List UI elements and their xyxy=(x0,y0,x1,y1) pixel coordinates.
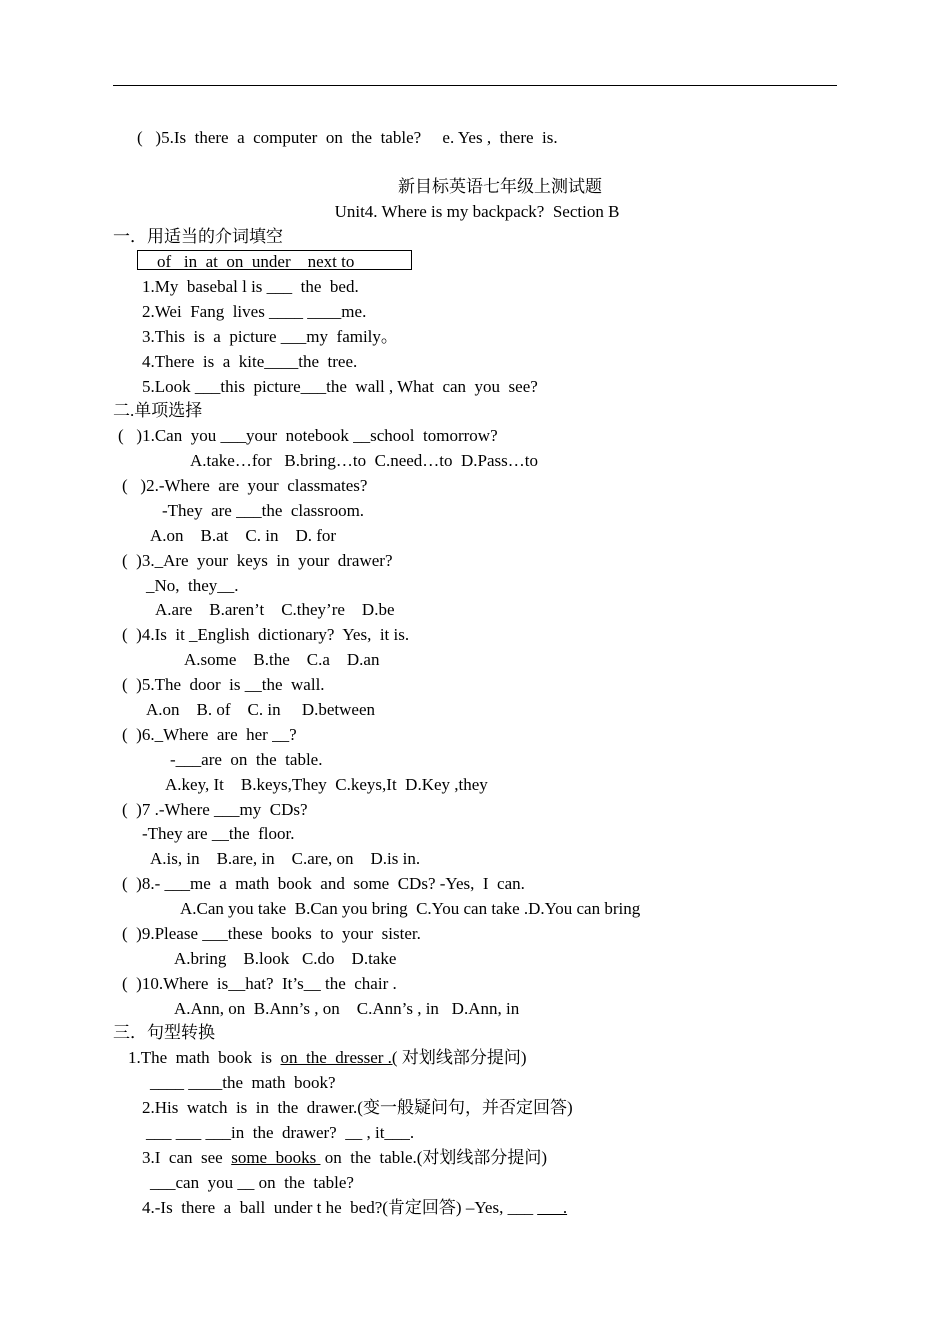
s2-line-8: A.are B.aren’t C.they’re D.be xyxy=(155,600,395,619)
s2-line-16: ( )7 .-Where ___my CDs? xyxy=(122,800,308,819)
s3-q3-pre: 3.I can see xyxy=(142,1148,232,1167)
s3-q2: 2.His watch is in the drawer.(变一般疑问句，并否定回答) xyxy=(142,1098,573,1117)
word-box-text: of in at on under next to xyxy=(157,252,355,271)
header-rule xyxy=(113,85,837,86)
s3-q1-pre: 1.The math book is xyxy=(128,1048,281,1067)
s3-q1-underlined: on the dresser .( xyxy=(280,1048,398,1067)
s2-line-2: A.take…for B.bring…to C.need…to D.Pass…to xyxy=(190,451,538,470)
s2-line-9: ( )4.Is it _English dictionary? Yes, it is. xyxy=(122,625,410,644)
s3-q4-underlined: ___. xyxy=(537,1198,568,1217)
s3-q4 xyxy=(142,1198,567,1218)
s3-q3-underlined: some books xyxy=(231,1148,321,1167)
s2-line-18: A.is, in B.are, in C.are, on D.is in. xyxy=(150,849,421,868)
s2-line-17: -They are __the floor. xyxy=(142,824,295,843)
s1-line-5: 5.Look ___this picture___the wall , What can you see? xyxy=(142,377,538,396)
s1-line-1: 1.My basebal l is ___ the bed. xyxy=(142,277,359,296)
s2-line-24: A.Ann, on B.Ann’s , on C.Ann’s , in D.Ann, in xyxy=(174,999,520,1018)
s2-line-10: A.some B.the C.a D.an xyxy=(184,650,380,669)
s2-line-22: A.bring B.look C.do D.take xyxy=(174,949,397,968)
s3-q3-post: on the table.(对划线部分提问) xyxy=(320,1148,548,1167)
s2-line-14: -___are on the table. xyxy=(170,750,323,769)
s2-line-21: ( )9.Please ___these books to your sister. xyxy=(122,924,421,943)
page-subtitle: Unit4. Where is my backpack? Section B xyxy=(334,202,620,221)
s3-q3-answer: ___can you __ on the table? xyxy=(150,1173,354,1192)
s1-line-3: 3.This is a picture ___my family。 xyxy=(142,327,398,346)
s2-line-7: _No, they__. xyxy=(146,576,239,595)
page-title: 新目标英语七年级上测试题 xyxy=(398,177,602,196)
s2-line-13: ( )6._Where are her __? xyxy=(122,725,297,744)
s3-q2-answer: ___ ___ ___in the drawer? __ , it___. xyxy=(146,1123,415,1142)
s3-q1-post: 对划线部分提问) xyxy=(397,1048,527,1067)
s1-line-4: 4.There is a kite____the tree. xyxy=(142,352,358,371)
section1-heading: 一．用适当的介词填空 xyxy=(113,227,283,246)
s3-q3 xyxy=(142,1148,547,1168)
s2-line-11: ( )5.The door is __the wall. xyxy=(122,675,325,694)
s3-q4-pre: 4.-Is there a ball under t he bed?(肯定回答) –Yes, ___ xyxy=(142,1198,538,1217)
s2-line-6: ( )3._Are your keys in your drawer? xyxy=(122,551,393,570)
s2-line-23: ( )10.Where is__hat? It’s__ the chair . xyxy=(122,974,397,993)
s1-line-2: 2.Wei Fang lives ____ ____me. xyxy=(142,302,367,321)
s3-q1 xyxy=(128,1048,527,1068)
section2-heading: 二.单项选择 xyxy=(113,401,203,420)
s2-line-5: A.on B.at C. in D. for xyxy=(150,526,337,545)
s3-q1-answer: ____ ____the math book? xyxy=(150,1073,336,1092)
leftover-question: ( )5.Is there a computer on the table? e. Yes , there is. xyxy=(137,128,558,147)
s2-line-15: A.key, It B.keys,They C.keys,It D.Key ,they xyxy=(165,775,488,794)
s2-line-3: ( )2.-Where are your classmates? xyxy=(122,476,368,495)
s2-line-20: A.Can you take B.Can you bring C.You can take .D.You can bring xyxy=(180,899,641,918)
s2-line-12: A.on B. of C. in D.between xyxy=(146,700,376,719)
section3-heading: 三．句型转换 xyxy=(113,1023,215,1042)
s2-line-19: ( )8.- ___me a math book and some CDs? -Yes, I can. xyxy=(122,874,525,893)
s2-line-4: -They are ___the classroom. xyxy=(162,501,365,520)
s2-line-1: ( )1.Can you ___your notebook __school tomorrow? xyxy=(118,426,498,445)
